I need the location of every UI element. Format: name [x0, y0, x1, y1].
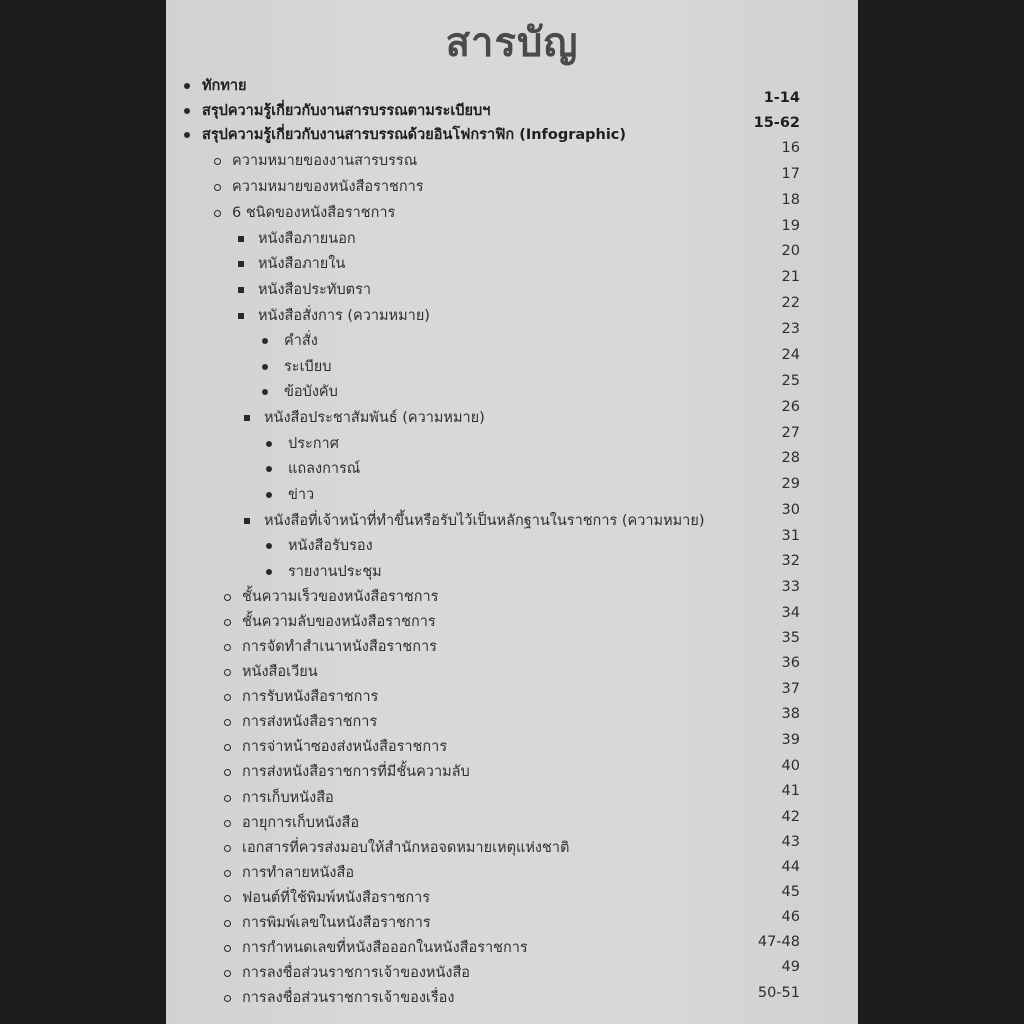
- ring-bullet-icon: [224, 719, 231, 726]
- toc-page-number: 46: [781, 909, 800, 925]
- toc-page-number: 50-51: [757, 985, 800, 1001]
- dot-bullet-icon: [266, 466, 272, 472]
- toc-page-number: 20: [781, 243, 800, 259]
- ring-bullet-icon: [214, 184, 221, 191]
- toc-page-number: 1-14: [763, 90, 800, 106]
- toc-page-number: 25: [781, 373, 800, 389]
- toc-page-number: 27: [781, 425, 800, 441]
- toc-entry-title: ทักทาย: [202, 78, 247, 94]
- ring-bullet-icon: [224, 995, 231, 1002]
- ring-bullet-icon: [224, 945, 231, 952]
- dot-bullet-icon: [184, 132, 190, 138]
- toc-entry-title: การส่งหนังสือราชการที่มีชั้นความลับ: [242, 764, 470, 780]
- toc-entry-title: ข้อบังคับ: [284, 384, 338, 400]
- toc-entry-title: การกำหนดเลขที่หนังสือออกในหนังสือราชการ: [242, 940, 528, 956]
- toc-entry-title: คำสั่ง: [284, 333, 318, 349]
- toc-entry-title: ฟอนต์ที่ใช้พิมพ์หนังสือราชการ: [242, 890, 431, 906]
- toc-entry-title: การพิมพ์เลขในหนังสือราชการ: [242, 915, 431, 931]
- toc-entry-title: หนังสือประทับตรา: [258, 282, 371, 298]
- ring-bullet-icon: [224, 744, 231, 751]
- toc-entry-title: ระเบียบ: [284, 359, 332, 375]
- toc-entry-title: การรับหนังสือราชการ: [242, 689, 379, 705]
- toc-page-number: 44: [781, 859, 800, 875]
- toc-page-number: 19: [781, 218, 800, 234]
- toc-page-number: 24: [781, 347, 800, 363]
- toc-entry-title: หนังสือที่เจ้าหน้าที่ทำขึ้นหรือรับไว้เป็นหลักฐานในราชการ (ความหมาย): [264, 513, 705, 529]
- ring-bullet-icon: [224, 694, 231, 701]
- toc-entry-title: สรุปความรู้เกี่ยวกับงานสารบรรณตามระเบียบฯ: [202, 103, 491, 119]
- toc-entry-title: การลงชื่อส่วนราชการเจ้าของหนังสือ: [242, 965, 471, 981]
- ring-bullet-icon: [214, 158, 221, 165]
- toc-entry-title: ชั้นความลับของหนังสือราชการ: [242, 614, 436, 630]
- toc-page-number: 37: [781, 681, 800, 697]
- toc-page-number: 49: [781, 959, 800, 975]
- ring-bullet-icon: [224, 970, 231, 977]
- toc-entry-title: ความหมายของหนังสือราชการ: [232, 179, 424, 195]
- square-bullet-icon: [238, 287, 244, 293]
- toc-page-number: 30: [781, 502, 800, 518]
- dot-bullet-icon: [266, 543, 272, 549]
- toc-entry-title: รายงานประชุม: [288, 564, 382, 580]
- square-bullet-icon: [238, 261, 244, 267]
- toc-entry-title: การจ่าหน้าซองส่งหนังสือราชการ: [242, 739, 448, 755]
- square-bullet-icon: [238, 236, 244, 242]
- toc-page-number: 26: [781, 399, 800, 415]
- toc-entry-title: หนังสือรับรอง: [288, 538, 373, 554]
- toc-page-number: 38: [781, 706, 800, 722]
- toc-entry-title: หนังสือเวียน: [242, 664, 318, 680]
- toc-page-number: 39: [781, 732, 800, 748]
- toc-page-number: 36: [781, 655, 800, 671]
- toc-entry-title: 6 ชนิดของหนังสือราชการ: [232, 205, 396, 221]
- toc-page-number: 43: [781, 834, 800, 850]
- ring-bullet-icon: [224, 594, 231, 601]
- toc-entry-title: การส่งหนังสือราชการ: [242, 714, 378, 730]
- ring-bullet-icon: [214, 210, 221, 217]
- toc-page-number: 41: [781, 783, 800, 799]
- toc-page-number: 32: [781, 553, 800, 569]
- toc-page-number: 35: [781, 630, 800, 646]
- toc-entry-title: สรุปความรู้เกี่ยวกับงานสารบรรณด้วยอินโฟกราฟิก (Infographic): [202, 127, 627, 143]
- document-page: [166, 0, 858, 1024]
- toc-entry-title: อายุการเก็บหนังสือ: [242, 815, 360, 831]
- toc-page-number: 42: [781, 809, 800, 825]
- toc-entry-title: หนังสือประชาสัมพันธ์ (ความหมาย): [264, 410, 485, 426]
- dot-bullet-icon: [262, 364, 268, 370]
- toc-entry-title: การจัดทำสำเนาหนังสือราชการ: [242, 639, 437, 655]
- toc-page-number: 23: [781, 321, 800, 337]
- square-bullet-icon: [238, 313, 244, 319]
- toc-entry-title: หนังสือภายใน: [258, 256, 346, 272]
- ring-bullet-icon: [224, 669, 231, 676]
- dot-bullet-icon: [184, 108, 190, 114]
- toc-page-number: 22: [781, 295, 800, 311]
- ring-bullet-icon: [224, 870, 231, 877]
- toc-entry-title: หนังสือภายนอก: [258, 231, 356, 247]
- toc-entry-title: แถลงการณ์: [288, 461, 361, 477]
- square-bullet-icon: [244, 518, 250, 524]
- toc-entry-title: การทำลายหนังสือ: [242, 865, 355, 881]
- dot-bullet-icon: [262, 389, 268, 395]
- toc-entry-title: ข่าว: [288, 487, 315, 503]
- ring-bullet-icon: [224, 619, 231, 626]
- toc-page-number: 40: [781, 758, 800, 774]
- toc-page-number: 17: [781, 166, 800, 182]
- toc-page-number: 47-48: [757, 934, 800, 950]
- toc-entry-title: การเก็บหนังสือ: [242, 790, 334, 806]
- page-title: สารบัญ: [445, 20, 579, 66]
- toc-entry-title: ความหมายของงานสารบรรณ: [232, 153, 418, 169]
- toc-page-number: 29: [781, 476, 800, 492]
- dot-bullet-icon: [266, 569, 272, 575]
- toc-page-number: 31: [781, 528, 800, 544]
- toc-page-number: 18: [781, 192, 800, 208]
- dot-bullet-icon: [262, 338, 268, 344]
- ring-bullet-icon: [224, 920, 231, 927]
- toc-page-number: 16: [781, 140, 800, 156]
- toc-page-number: 15-62: [753, 115, 800, 131]
- toc-page-number: 34: [781, 605, 800, 621]
- toc-entry-title: เอกสารที่ควรส่งมอบให้สำนักหอจดหมายเหตุแห่งชาติ: [242, 840, 570, 856]
- toc-entry-title: ประกาศ: [288, 436, 339, 452]
- ring-bullet-icon: [224, 769, 231, 776]
- ring-bullet-icon: [224, 895, 231, 902]
- toc-entry-title: ชั้นความเร็วของหนังสือราชการ: [242, 589, 439, 605]
- toc-entry-title: การลงชื่อส่วนราชการเจ้าของเรื่อง: [242, 990, 455, 1006]
- dot-bullet-icon: [266, 492, 272, 498]
- ring-bullet-icon: [224, 845, 231, 852]
- toc-page-number: 21: [781, 269, 800, 285]
- ring-bullet-icon: [224, 820, 231, 827]
- ring-bullet-icon: [224, 644, 231, 651]
- toc-page-number: 33: [781, 579, 800, 595]
- ring-bullet-icon: [224, 795, 231, 802]
- toc-page-number: 28: [781, 450, 800, 466]
- toc-page-number: 45: [781, 884, 800, 900]
- square-bullet-icon: [244, 415, 250, 421]
- dot-bullet-icon: [266, 441, 272, 447]
- toc-entry-title: หนังสือสั่งการ (ความหมาย): [258, 308, 430, 324]
